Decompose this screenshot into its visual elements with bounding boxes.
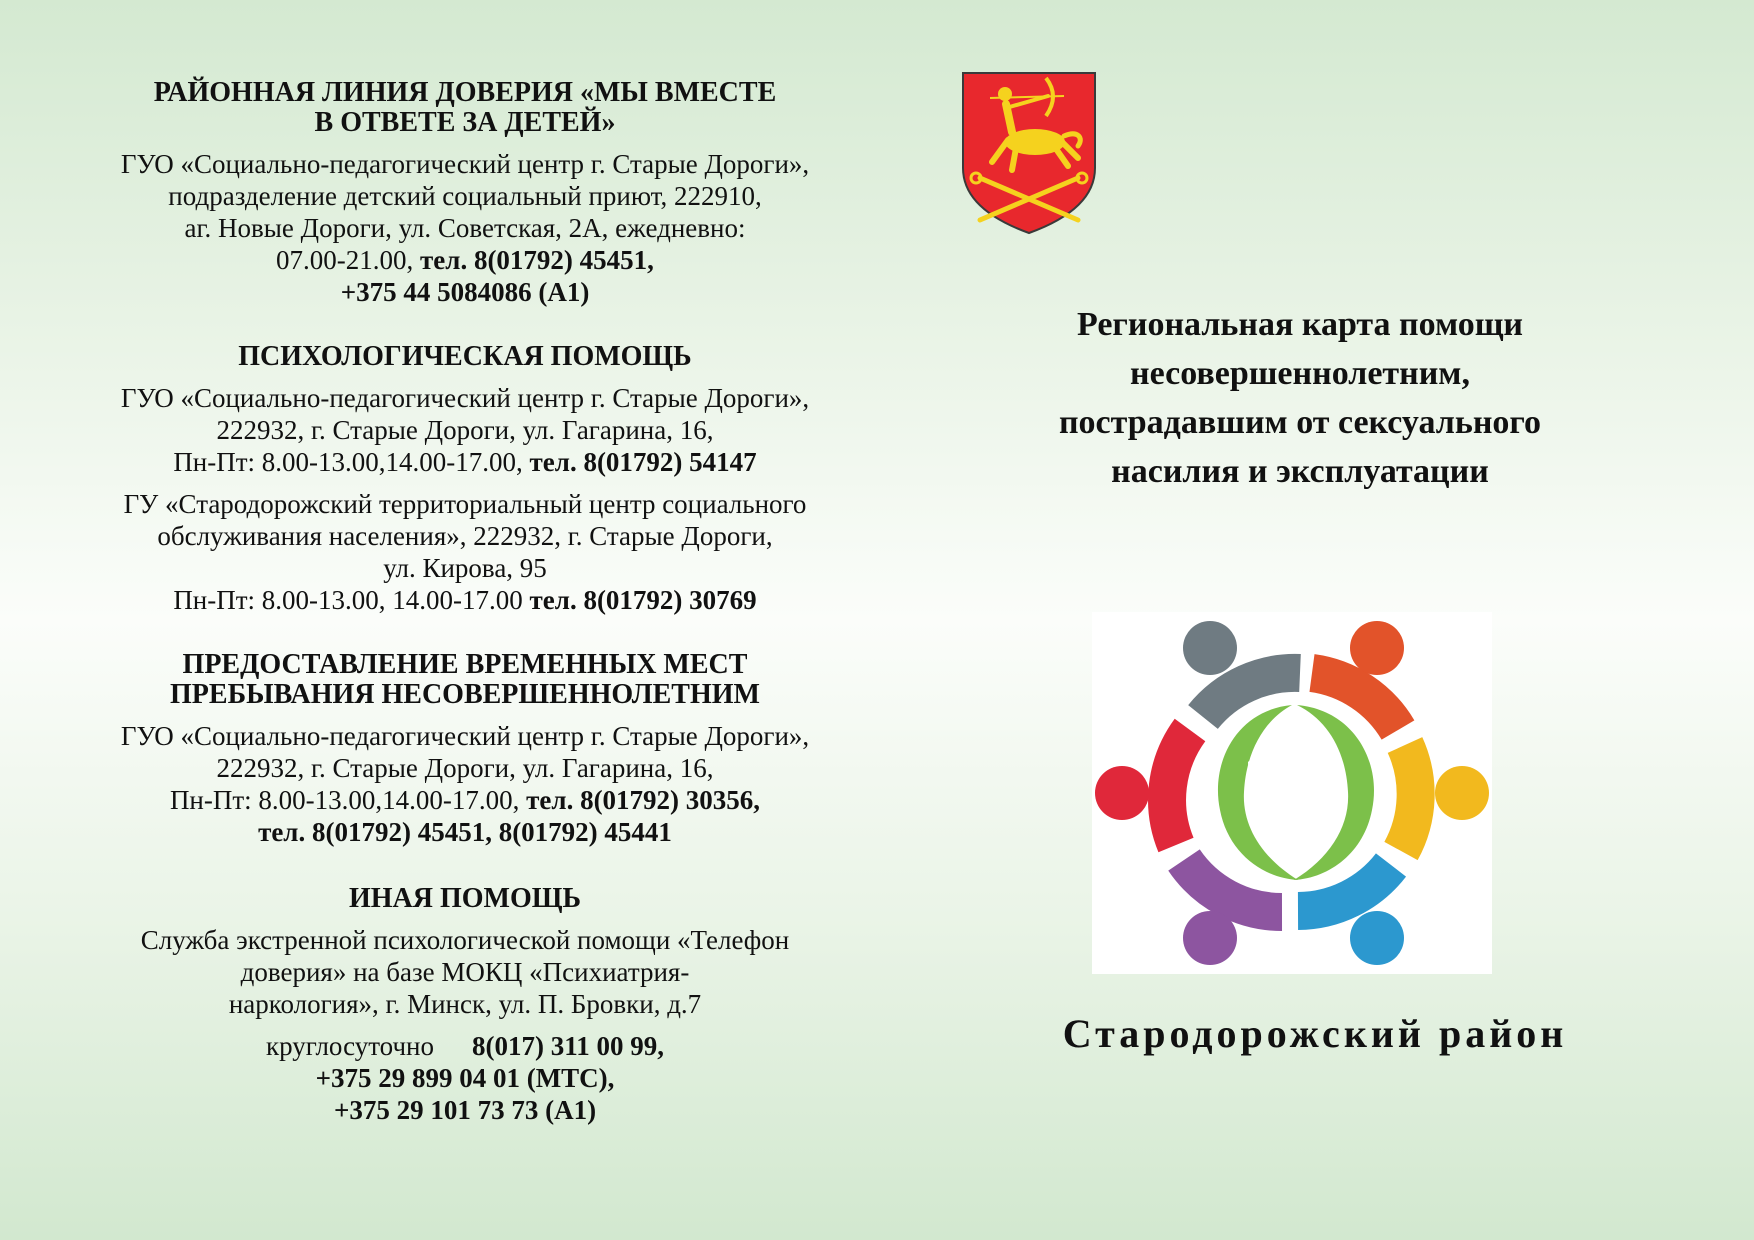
other-service-cont: доверия» на базе МОКЦ «Психиатрия-: [240, 957, 690, 987]
shelter-title-line1: ПРЕДОСТАВЛЕНИЕ ВРЕМЕННЫХ МЕСТ: [182, 649, 748, 680]
hotline-address: аг. Новые Дороги, ул. Советская, 2А, ежедневно:: [184, 213, 746, 243]
shelter-title: [55, 650, 875, 710]
shelter-hours: Пн-Пт: 8.00-13.00,14.00-17.00,: [169, 785, 527, 815]
hotline-org: ГУО «Социально-педагогический центр г. Старые Дороги»,: [120, 149, 810, 179]
psych-title: ПСИХОЛОГИЧЕСКАЯ ПОМОЩЬ: [238, 341, 692, 372]
psych-org2-name-cont: обслуживания населения», 222932, г. Старые Дороги,: [157, 521, 773, 551]
hotline-details: [55, 148, 875, 308]
cover-title-line4: насилия и эксплуатации: [1111, 453, 1489, 490]
left-column: [55, 78, 875, 1126]
hotline-title-line1: РАЙОННАЯ ЛИНИЯ ДОВЕРИЯ «МЫ ВМЕСТЕ: [153, 77, 777, 108]
cover-title-line1: Региональная карта помощи: [1077, 306, 1523, 343]
psych-org1-phone: тел. 8(01792) 54147: [529, 447, 757, 477]
other-phone1: 8(017) 311 00 99,: [472, 1031, 664, 1061]
helping-hands-icon: [1218, 705, 1374, 880]
other-phone2: +375 29 899 04 01 (МТС),: [315, 1063, 615, 1093]
psych-org1-address: 222932, г. Старые Дороги, ул. Гагарина, 16,: [216, 415, 714, 445]
people-ring-graphic: [1092, 612, 1492, 974]
shelter-details: [55, 720, 875, 848]
other-hours-label: круглосуточно: [265, 1031, 434, 1061]
psych-org1-hours: Пн-Пт: 8.00-13.00,14.00-17.00,: [173, 447, 530, 477]
hotline-hours: 07.00-21.00,: [276, 245, 421, 275]
district-name: Стародорожский район: [1062, 1011, 1568, 1056]
hotline-mobile: +375 44 5084086 (А1): [340, 277, 590, 307]
other-details: [55, 924, 875, 1020]
other-phones: [55, 1030, 875, 1126]
hotline-phone: тел. 8(01792) 45451,: [420, 245, 654, 275]
hotline-title-line2: В ОТВЕТЕ ЗА ДЕТЕЙ»: [314, 107, 616, 138]
psych-org2-hours: Пн-Пт: 8.00-13.00, 14.00-17.00: [173, 585, 530, 615]
psych-org2-address: ул. Кирова, 95: [383, 553, 547, 583]
shelter-phone1: тел. 8(01792) 30356,: [526, 785, 761, 815]
psych-org1-name: ГУО «Социально-педагогический центр г. Старые Дороги»,: [120, 383, 810, 413]
other-title: ИНАЯ ПОМОЩЬ: [348, 883, 582, 914]
shelter-address: 222932, г. Старые Дороги, ул. Гагарина, 16,: [216, 753, 714, 783]
cover-title: [990, 300, 1610, 496]
psych-org2-name: ГУ «Стародорожский территориальный центр социального: [123, 489, 807, 519]
hotline-title: [55, 78, 875, 138]
shelter-phone2: тел. 8(01792) 45451, 8(01792) 45441: [258, 817, 672, 847]
psych-org2: [55, 488, 875, 616]
hotline-subdivision: подразделение детский социальный приют, 222910,: [168, 181, 762, 211]
coat-of-arms-emblem: [960, 70, 1098, 236]
cover-title-line3: пострадавшим от сексуального: [1058, 404, 1542, 441]
other-service: Служба экстренной психологической помощи «Телефон: [140, 925, 790, 955]
psych-org2-phone: тел. 8(01792) 30769: [529, 585, 757, 615]
shelter-title-line2: ПРЕБЫВАНИЯ НЕСОВЕРШЕННОЛЕТНИМ: [170, 679, 760, 710]
people-circle-logo: [1092, 612, 1492, 974]
psych-org1: [55, 382, 875, 478]
shelter-org: ГУО «Социально-педагогический центр г. Старые Дороги»,: [120, 721, 810, 751]
other-address: наркология», г. Минск, ул. П. Бровки, д.7: [228, 989, 702, 1019]
cover-title-line2: несовершеннолетним,: [1130, 355, 1470, 392]
other-phone3: +375 29 101 73 73 (А1): [333, 1095, 597, 1125]
